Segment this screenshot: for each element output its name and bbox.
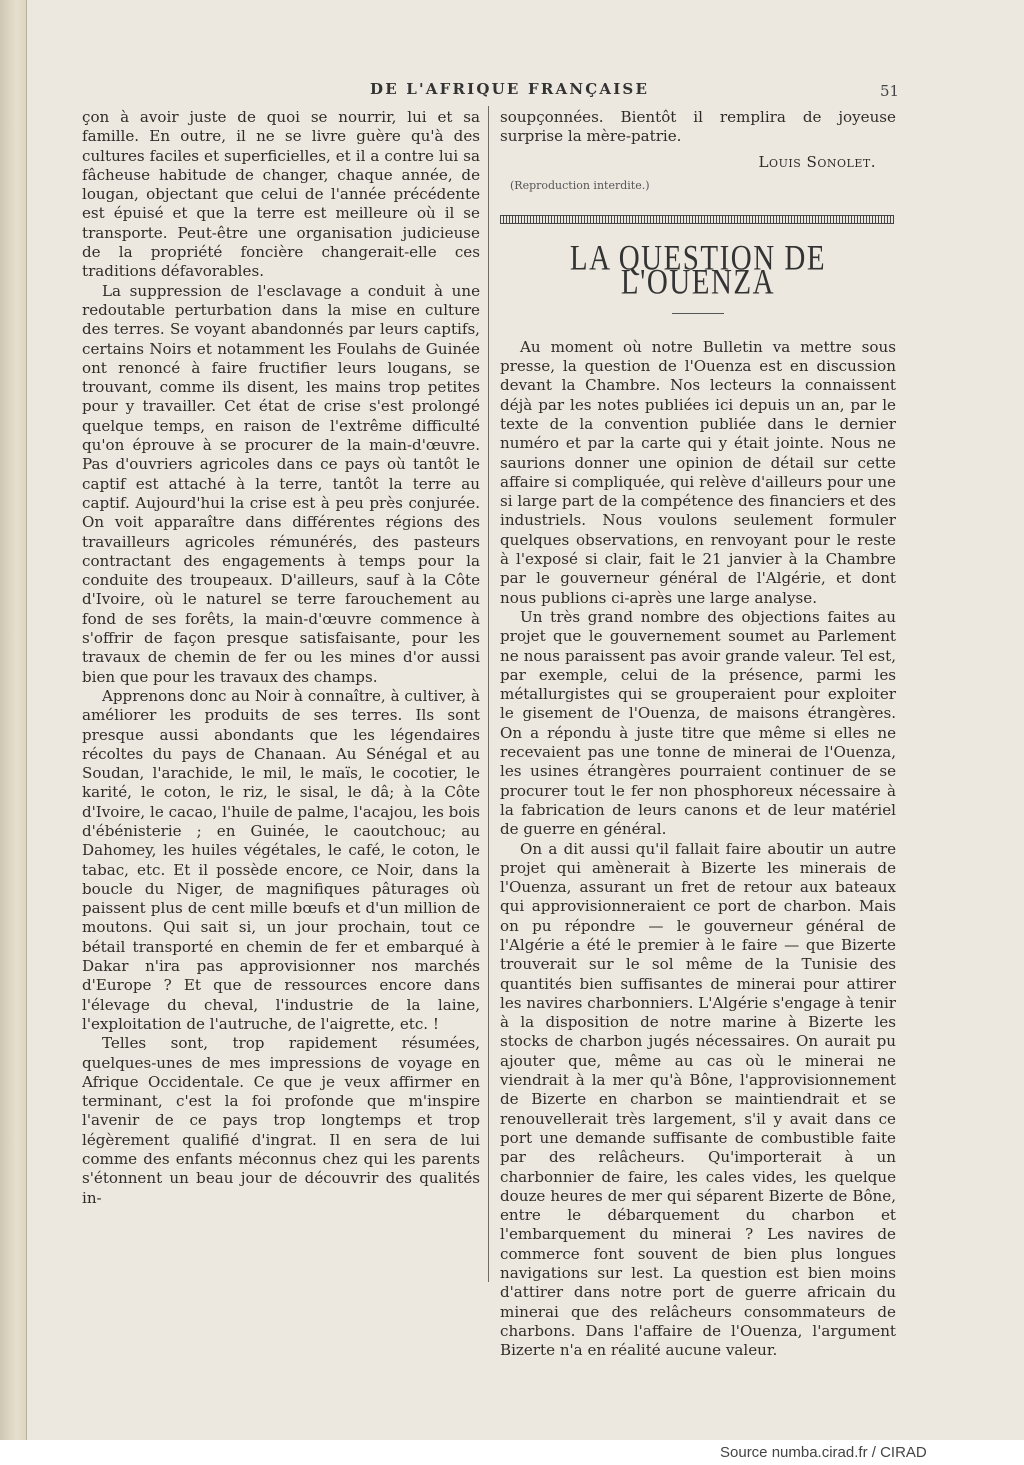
page-number: 51: [880, 82, 900, 100]
article-paragraph-2: Un très grand nombre des objections faites au projet que le gouvernement soumet au Parlement ne nous paraissent pas avoir grande valeur. Tel est, par exemple, celui de la présence, parmi les métallurgistes qui se grouperaient pour exploiter le gisement de l'Ouenza, de maisons étrangères. On a répondu à juste titre que même si elles ne recevaient pas une tonne de minerai de l'Ouenza, les usines étrangères pourraient continuer de se procurer tout le fer non phosphoreux nécessaire à la fabrication de leurs canons et de leur matériel de guerre en général.: [500, 607, 896, 839]
column-divider: [488, 106, 489, 1282]
left-paragraph-2: La suppression de l'esclavage a conduit à une redoutable perturbation dans la mise en culture des terres. Se voyant abandonnés par leurs captifs, certains Noirs et notamment les Foulahs de Guinée ont renoncé à faire fructifier leurs lougans, se trouvant, comme ils disent, les mains trop petites pour y travailler. Cet état de crise s'est prolongé quelque temps, en raison de l'extrême difficulté qu'on éprouve à se procurer de la main-d'œuvre. Pas d'ouvriers agricoles dans ce pays où tantôt le captif est attaché à la terre, tantôt la terre au captif. Aujourd'hui la crise est à peu près conjurée. On voit apparaître dans différentes régions des travailleurs agricoles rémunérés, des pasteurs contractant des engagements à temps pour la conduite des troupeaux. D'ailleurs, sauf à la Côte d'Ivoire, où le naturel se terre farouchement au fond de ses forêts, la main-d'œuvre commence à s'offrir de façon presque satisfaisante, pour les travaux de chemin de fer ou les mines d'or aussi bien que pour les travaux des champs.: [82, 281, 480, 686]
ornamental-divider: [500, 215, 894, 224]
author-signature: Louis Sonolet.: [758, 152, 876, 171]
left-paragraph-3: Apprenons donc au Noir à connaître, à cultiver, à améliorer les produits de ses terres. Ils sont presque aussi abondants que les légendaires récoltes du pays de Chanaan. Au Sénégal et au Soudan, l'arachide, le mil, le maïs, le cocotier, le karité, le coton, le riz, le sisal, le dâ; à la Côte d'Ivoire, le cacao, l'huile de palme, l'acajou, les bois d'ébénisterie ; en Guinée, le caoutchouc; au Dahomey, les huiles végétales, le café, le coton, le tabac, etc. Et il possède encore, ce Noir, dans la boucle du Niger, de magnifiques pâturages où paissent plus de cent mille bœufs et d'un million de moutons. Qui sait si, un jour prochain, tout ce bétail transporté en chemin de fer et embarqué à Dakar n'ira pas approvisionner nos marchés d'Europe ? Et que de ressources encore dans l'élevage du cheval, l'industrie de la laine, l'exploitation de l'autruche, de l'aigrette, etc. !: [82, 686, 480, 1033]
left-paragraph-1: çon à avoir juste de quoi se nourrir, lui et sa famille. En outre, il ne se livre guère qu'à des cultures faciles et superficielles, et il a contre lui sa fâcheuse habitude de changer, chaque année, de lougan, objectant que celui de l'année précédente est épuisé et que la terre est meilleure où il se transporte. Peut-être une organisation judicieuse de la propriété foncière changerait-elle ces traditions défavorables.: [82, 108, 480, 281]
reproduction-note: (Reproduction interdite.): [510, 178, 650, 192]
left-column: [82, 108, 480, 1208]
article-title: LA QUESTION DE L'OUENZA: [569, 238, 827, 303]
running-title: DE L'AFRIQUE FRANÇAISE: [370, 80, 650, 98]
source-credit: [720, 1444, 927, 1461]
article-paragraph-1: Au moment où notre Bulletin va mettre sous presse, la question de l'Ouenza est en discussion devant la Chambre. Nos lecteurs la connaissent déjà par les notes publiées ici depuis un an, par le texte de la convention publiée dans le dernier numéro et par la carte qui y était jointe. Nous ne saurions donner une opinion de détail sur cette affaire si compliquée, qui relève d'ailleurs pour une si large part de la compétence des financiers et des industriels. Nous voulons seulement formuler quelques observations, en renvoyant pour le reste à l'exposé si clair, fait le 21 janvier à la Chambre par le gouverneur général de l'Algérie, et dont nous publions ci-après une large analyse.: [500, 337, 896, 607]
left-paragraph-4: Telles sont, trop rapidement résumées, quelques-unes de mes impressions de voyage en Afrique Occidentale. Ce que je veux affirmer en terminant, c'est la foi profonde que m'inspire l'avenir de ce pays trop longtemps et trop légèrement qualifié d'ingrat. Il en sera de lui comme des enfants méconnus chez qui les parents s'étonnent un beau jour de découvrir des qualités in-: [82, 1034, 480, 1207]
title-rule: [672, 313, 724, 314]
right-column: [500, 108, 896, 1361]
continuation-text: soupçonnées. Bientôt il remplira de joyeuse surprise la mère-patrie.: [500, 108, 896, 146]
source-credit-text: Source numba.cirad.fr / CIRAD: [720, 1444, 927, 1461]
article-paragraph-3: On a dit aussi qu'il fallait faire aboutir un autre projet qui amènerait à Bizerte les minerais de l'Ouenza, assurant un fret de retour aux bateaux qui approvisionneraient ce port de charbon. Mais on pu répondre — le gouverneur général de l'Algérie a été le premier à le faire — que Bizerte trouverait sur le sol même de la Tunisie des quantités bien suffisantes de minerai pour attirer les navires charbonniers. L'Algérie s'engage à tenir à la disposition de notre marine à Bizerte les stocks de charbon jugés nécessaires. On aurait pu ajouter que, même au cas où le minerai ne viendrait à la mer qu'à Bône, l'approvisionnement de Bizerte en charbon se maintiendrait et se renouvellerait très largement, s'il y avait dans ce port une demande suffisante de combustible faite par des relâcheurs. Qu'importerait à un charbonnier de faire, les cales vides, les quelque douze heures de mer qui séparent Bizerte de Bône, entre le débarquement du charbon et l'embarquement du minerai ? Les navires de commerce font souvent de bien plus longues navigations sur lest. La question est bien moins d'attirer dans notre port de guerre africain du minerai que des relâcheurs consommateurs de charbons. Dans l'affaire de l'Ouenza, l'argument Bizerte n'a en réalité aucune valeur.: [500, 839, 896, 1360]
